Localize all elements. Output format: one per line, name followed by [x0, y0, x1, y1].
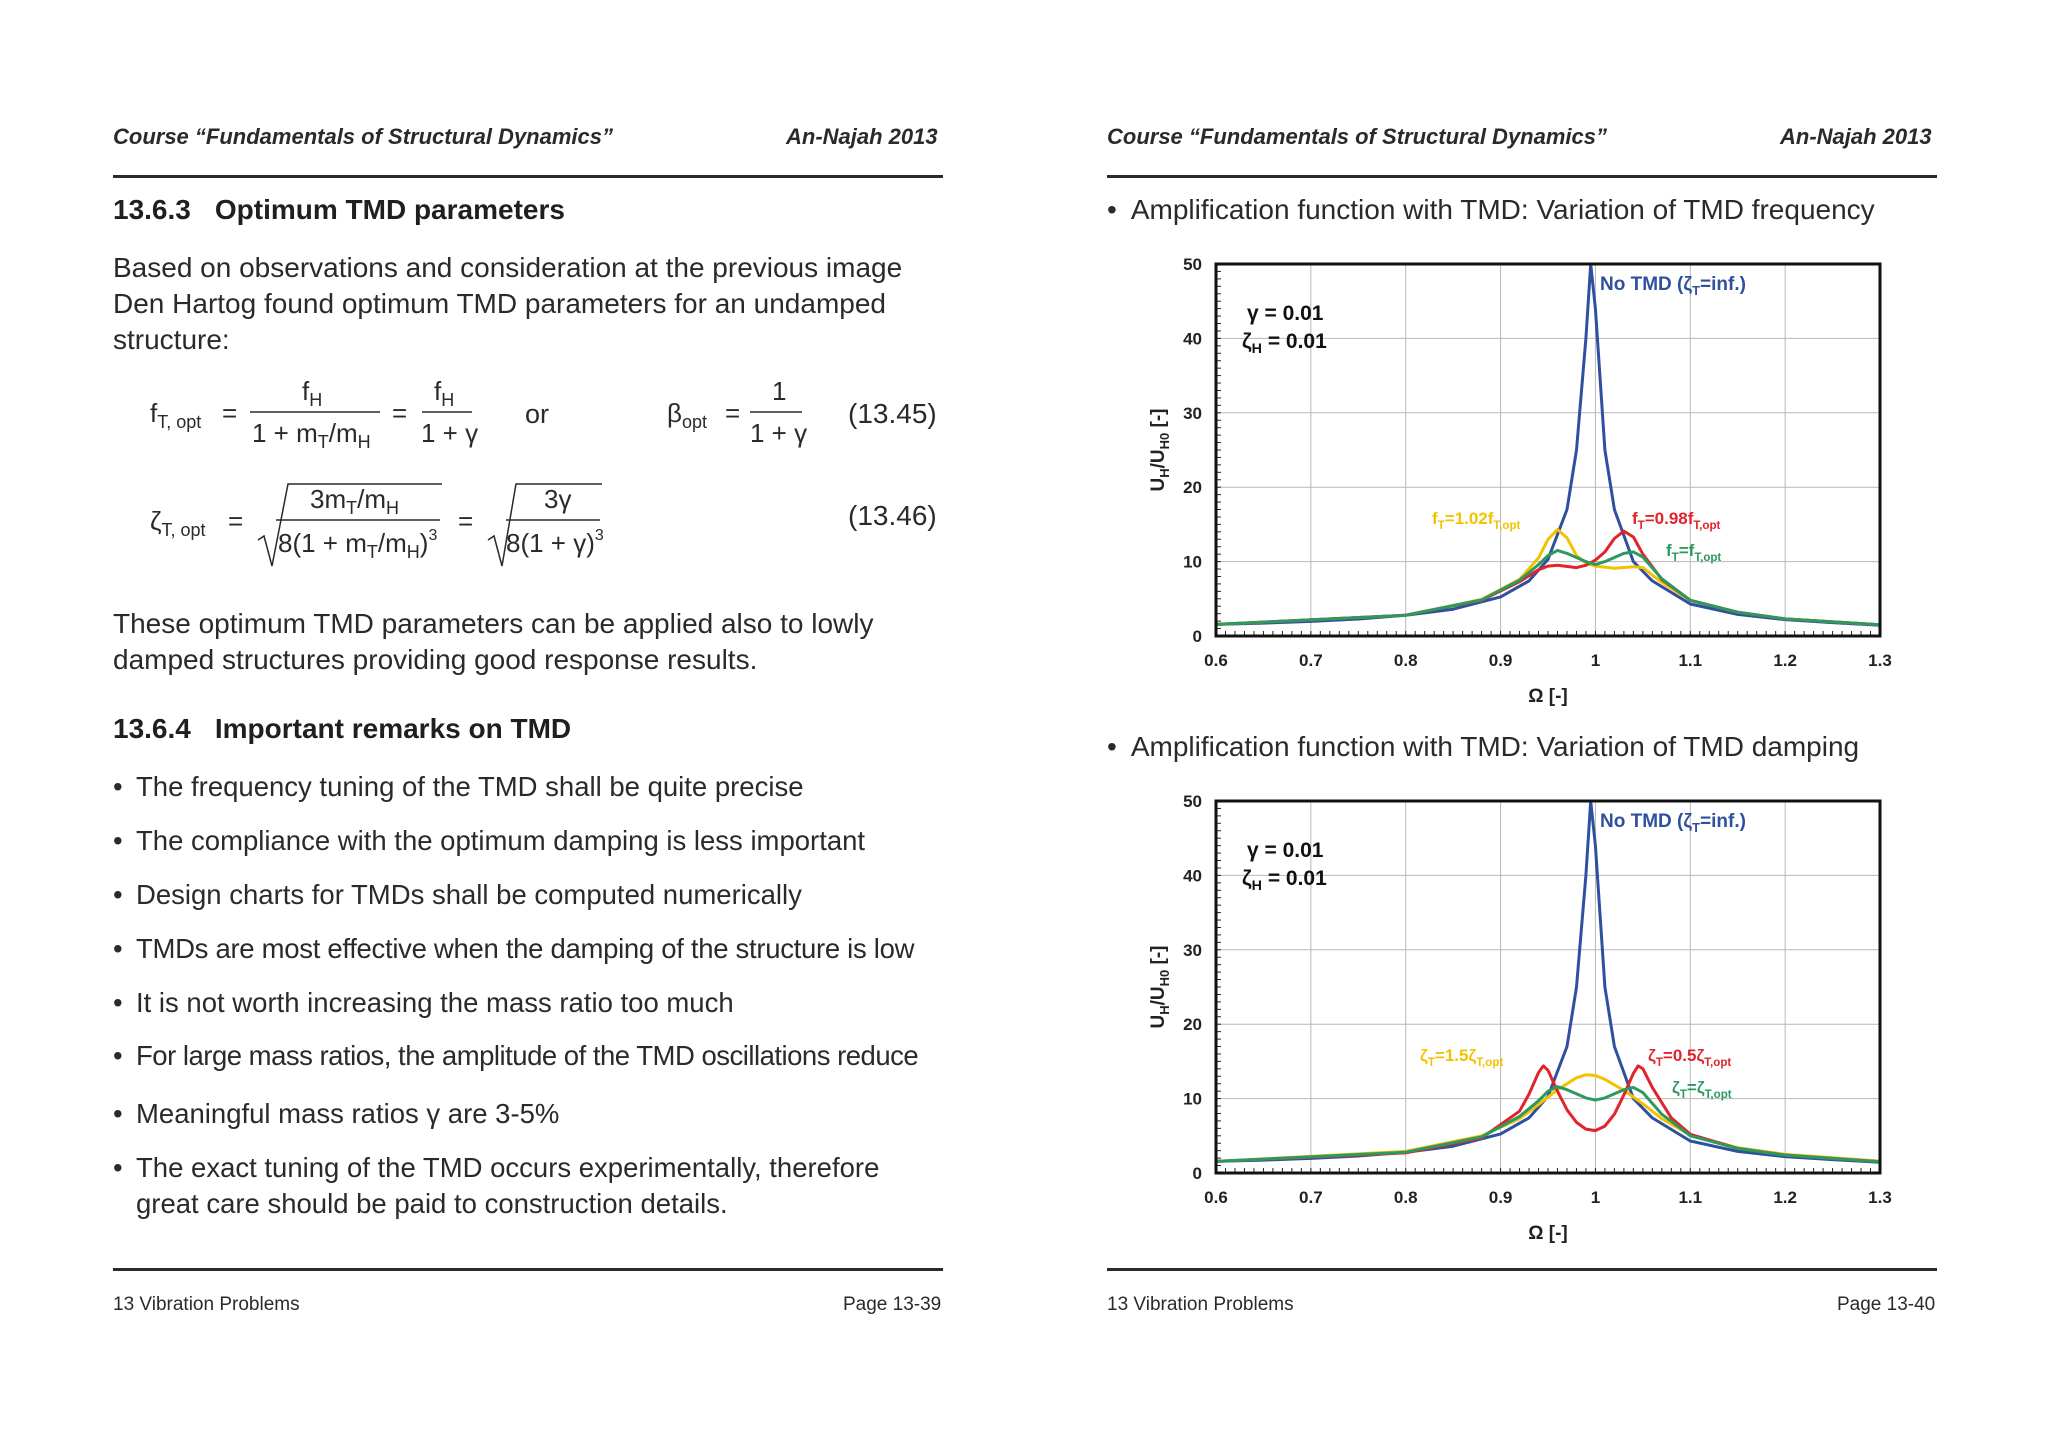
svg-text:ζH​ = 0.01: $\zeta_H = 0.01$ — [1242, 330, 1327, 357]
svg-text:3γ: 3γ — [544, 484, 572, 514]
left-header-rule — [113, 175, 943, 178]
x-tick-label: 0.8 — [1393, 651, 1418, 670]
y-tick-label: 30 — [1183, 403, 1202, 423]
right-header-title: Course “Fundamentals of Structural Dynamics” — [1107, 124, 1607, 149]
eq-number: (13.46) — [848, 500, 937, 531]
paragraph-line: structure: — [113, 324, 230, 355]
right-header-year: An-Najah 2013 — [1780, 124, 1932, 149]
parameter-label — [1247, 839, 1324, 862]
x-tick-label: 1.2 — [1773, 651, 1797, 670]
svg-text:1 + mT/mH: $1 + m_T/m_H$ — [252, 418, 371, 452]
bullet-damping: • Amplification function with TMD: Variation of TMD damping — [1107, 731, 1860, 762]
section-heading-13-6-4 — [113, 713, 571, 745]
parameter-label — [1247, 302, 1324, 325]
y-tick-label: 0 — [1192, 627, 1202, 646]
equation-13-45 — [140, 370, 950, 460]
x-tick-label: 1 — [1590, 1188, 1601, 1207]
svg-text:8(1 + γ)3: $8(1 + \gamma)^3$ — [506, 527, 604, 558]
section-title: Optimum TMD parameters — [214, 194, 565, 225]
x-tick-label: 0.8 — [1393, 1188, 1418, 1207]
svg-text:ζT​=ζT,opt​: $\zeta_T=\zeta_{T,opt}$ — [1672, 1078, 1732, 1101]
svg-text:3mT/mH: $3m_T/m_H$ — [310, 484, 400, 518]
svg-text:fH: $f_H$ — [302, 376, 323, 410]
y-tick-label: 50 — [1183, 792, 1202, 811]
svg-text:=: = — [458, 506, 474, 536]
svg-text:1 + γ: 1 + γ — [421, 418, 479, 448]
right-footer-chapter: 13 Vibration Problems — [1107, 1294, 1294, 1315]
x-axis-label: Ω [-] — [1528, 686, 1568, 707]
paragraph-line: damped structures providing good response results. — [113, 644, 758, 675]
svg-text:ζT​=0.5ζT,opt​: $\zeta_T=0.5\zeta_{T,opt}$ — [1648, 1046, 1732, 1069]
x-tick-label: 0.7 — [1299, 651, 1323, 670]
y-axis-label — [1148, 408, 1172, 491]
svg-text:γ = 0.01: γ = 0.01 — [1247, 302, 1324, 325]
y-tick-label: 50 — [1183, 255, 1202, 274]
left-footer-rule — [113, 1268, 943, 1271]
x-tick-label: 1 — [1590, 651, 1601, 670]
svg-text:fT​=0.98fT,opt​: $f_T=0.98f_{T,opt}$ — [1632, 509, 1721, 532]
section-number: 13.6.3 — [113, 194, 191, 225]
svg-text:UH/UH0 [-]: $U_H/U_{H0}$ [-] — [1148, 408, 1172, 492]
svg-text:=: = — [725, 398, 741, 428]
svg-text:No TMD (ζT​=inf.): No TMD $(\zeta_T=inf.)$ — [1600, 274, 1746, 298]
svg-text:=: = — [222, 398, 238, 428]
x-tick-label: 1.1 — [1678, 1188, 1703, 1207]
paragraph-line: Based on observations and consideration at the previous image — [113, 252, 903, 283]
svg-text:fT​=fT,opt​: $f_T=f_{T,opt}$ — [1666, 541, 1722, 564]
section-heading-13-6-3 — [113, 194, 565, 226]
x-tick-label: 1.1 — [1678, 651, 1703, 670]
paragraph-applied — [113, 606, 943, 678]
x-axis-label: Ω [-] — [1528, 1223, 1568, 1244]
svg-text:γ = 0.01: γ = 0.01 — [1247, 839, 1324, 862]
x-tick-label: 0.7 — [1299, 1188, 1323, 1207]
bullet-frequency: • Amplification function with TMD: Variation of TMD frequency — [1107, 194, 1875, 225]
svg-text:1 + γ: 1 + γ — [750, 418, 808, 448]
svg-text:ζT​=1.5ζT,opt​: $\zeta_T=1.5\zeta_{T,opt}$ — [1420, 1046, 1504, 1069]
svg-text:1: 1 — [772, 376, 787, 406]
equation-13-46 — [140, 470, 950, 580]
left-header-year: An-Najah 2013 — [786, 124, 938, 149]
svg-text:ζT, opt: $\zeta_{T, opt}$ — [150, 506, 206, 540]
y-tick-label: 10 — [1183, 552, 1202, 572]
svg-text:8(1 + mT/mH)3: $8(1 + m_T/m_H)^3$ — [278, 527, 438, 562]
left-footer-chapter: 13 Vibration Problems — [113, 1294, 300, 1315]
svg-text:fH: $f_H$ — [434, 376, 455, 410]
right-footer-rule — [1107, 1268, 1937, 1271]
y-axis-label — [1148, 945, 1172, 1028]
x-tick-label: 0.6 — [1204, 1188, 1228, 1207]
x-tick-label: 0.6 — [1204, 651, 1228, 670]
right-footer-page: Page 13-40 — [1837, 1294, 1936, 1315]
eq-or: or — [525, 399, 550, 429]
paragraph-line: Den Hartog found optimum TMD parameters for an undamped — [113, 288, 886, 319]
svg-text:=: = — [228, 506, 244, 536]
svg-text:No TMD (ζT​=inf.): No TMD $(\zeta_T=inf.)$ — [1600, 811, 1746, 835]
svg-text:ζH​ = 0.01: $\zeta_H = 0.01$ — [1242, 867, 1327, 894]
section-number: 13.6.4 — [113, 713, 191, 744]
y-tick-label: 40 — [1183, 329, 1202, 349]
paragraph-line: These optimum TMD parameters can be applied also to lowly — [113, 608, 874, 639]
svg-text:UH/UH0 [-]: $U_H/U_{H0}$ [-] — [1148, 945, 1172, 1029]
x-tick-label: 1.3 — [1868, 651, 1892, 670]
y-tick-label: 0 — [1192, 1164, 1202, 1183]
eq-number: (13.45) — [848, 398, 937, 429]
svg-text:βopt: $\beta_{opt}$ — [667, 398, 707, 432]
x-tick-label: 0.9 — [1488, 651, 1513, 670]
chart-damping-variation — [1130, 787, 1910, 1257]
y-tick-label: 20 — [1183, 478, 1202, 498]
svg-text:fT​=1.02fT,opt​: $f_T=1.02f_{T,opt}$ — [1432, 509, 1521, 532]
eq-lhs: $f_{T, opt}$ — [150, 398, 202, 432]
left-footer-page: Page 13-39 — [843, 1294, 942, 1315]
x-tick-label: 1.3 — [1868, 1188, 1892, 1207]
right-header-rule — [1107, 175, 1937, 178]
chart-frequency-variation — [1130, 250, 1910, 720]
x-tick-label: 0.9 — [1488, 1188, 1513, 1207]
series-label-blue — [1600, 274, 1746, 298]
series-label-blue — [1600, 811, 1746, 835]
y-tick-label: 10 — [1183, 1089, 1202, 1109]
svg-text:=: = — [392, 398, 408, 428]
y-tick-label: 40 — [1183, 866, 1202, 886]
y-tick-label: 20 — [1183, 1015, 1202, 1035]
left-header-title: Course “Fundamentals of Structural Dynamics” — [113, 124, 613, 149]
paragraph-intro — [113, 250, 943, 358]
x-tick-label: 1.2 — [1773, 1188, 1797, 1207]
section-title: Important remarks on TMD — [214, 713, 572, 744]
y-tick-label: 30 — [1183, 940, 1202, 960]
